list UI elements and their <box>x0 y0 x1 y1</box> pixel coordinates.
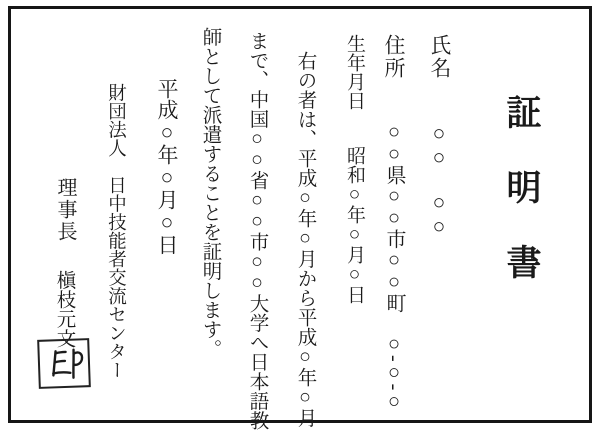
body-line-2: まで、中国○○省○○市○○大学へ日本語教 <box>246 31 268 430</box>
signer-name: 槇枝元文 <box>53 270 75 348</box>
signer-title: 理事長 <box>54 177 76 243</box>
body-line-3: 師として派遣することを証明します。 <box>199 27 221 359</box>
body-line-1: 右の者は、平成○年○月から平成○年○月 <box>294 51 316 428</box>
address-field-value: ○○県○○市○○町 ○-○-○ <box>383 121 405 413</box>
address-field-label: 住所 <box>382 34 406 80</box>
name-field-value: ○○ ○○ <box>427 121 451 238</box>
name-field-label: 氏名 <box>428 34 452 80</box>
birthdate-field-label: 生年月日 <box>344 34 365 110</box>
certificate-title: 証明書 <box>502 94 541 319</box>
seal-stamp <box>37 338 91 389</box>
birthdate-field-value: 昭和○年○月○日 <box>344 146 365 304</box>
seal-in-icon <box>43 345 84 382</box>
organization-name: 財団法人 日中技能者交流センター <box>105 83 126 379</box>
issue-date: 平成○年○月○日 <box>155 78 179 255</box>
